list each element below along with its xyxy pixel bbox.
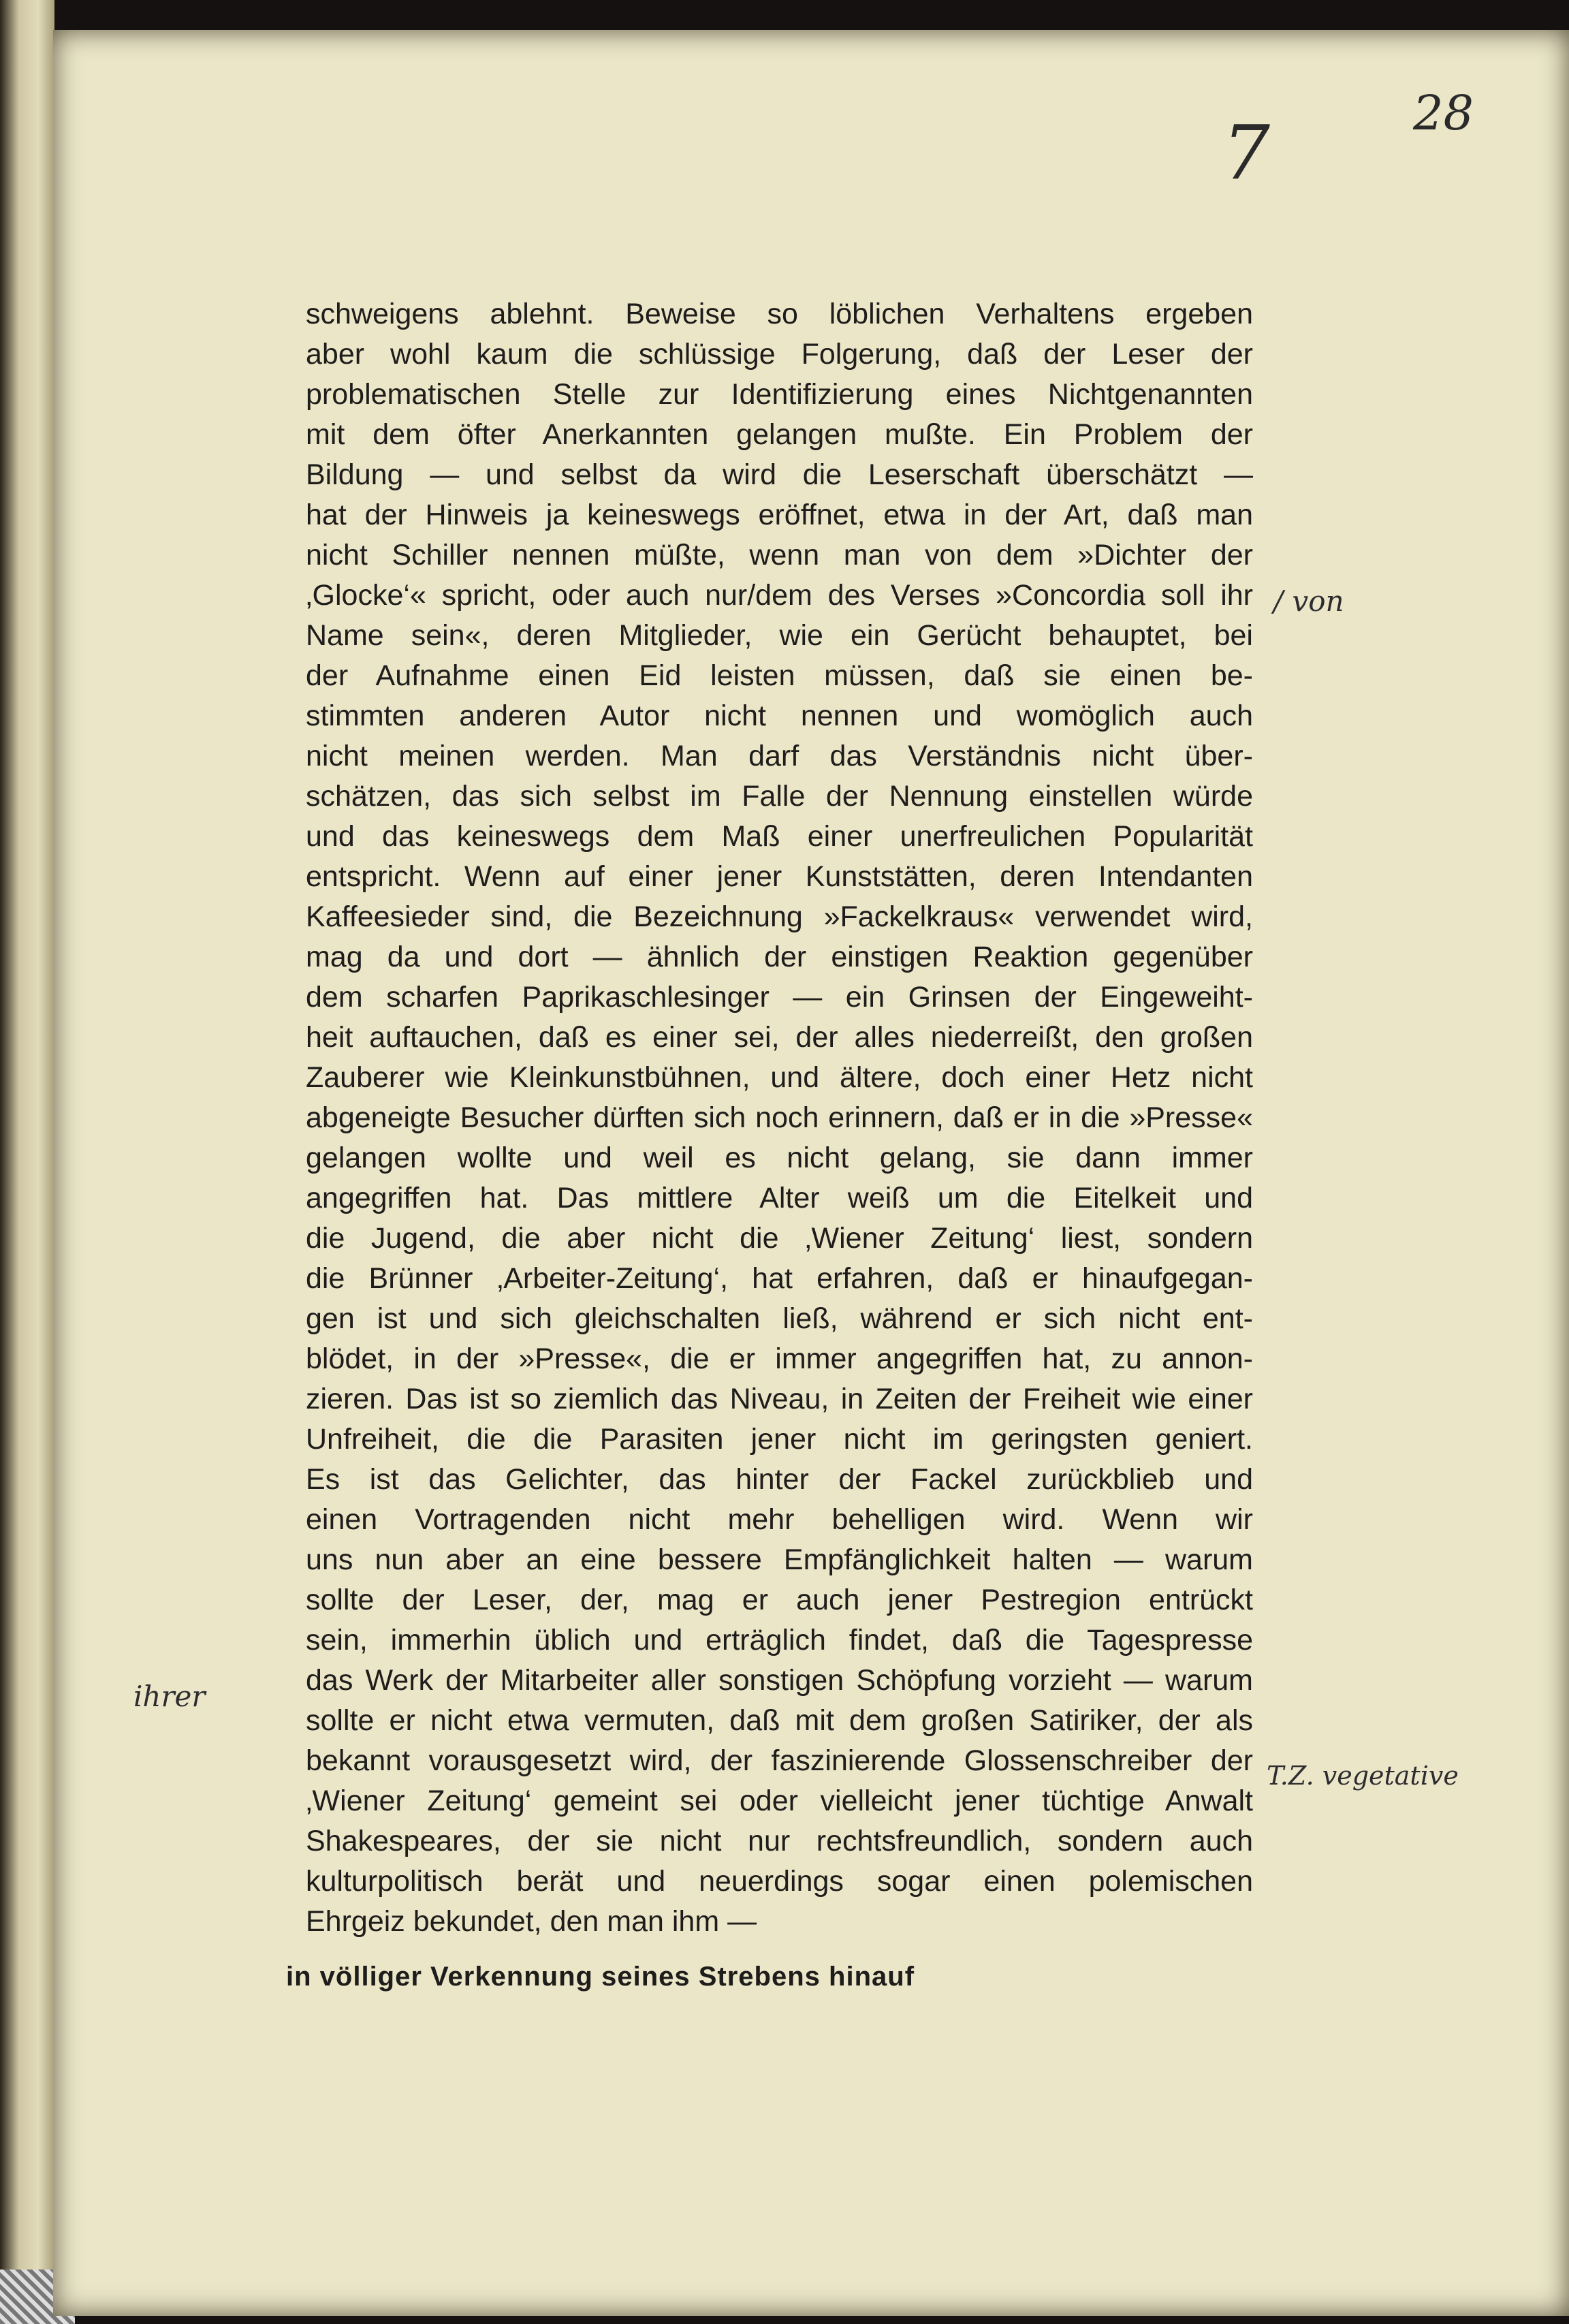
text-line: mag da und dort — ähnlich der einstigen Reaktion gegenüber — [306, 941, 1253, 973]
text-line: bekannt vorausgesetzt wird, der faszinierende Glossenschreiber der — [306, 1744, 1253, 1777]
text-line: mit dem öfter Anerkannten gelangen mußte. Ein Problem der — [306, 418, 1253, 451]
text-line: problematischen Stelle zur Identifizierung eines Nichtgenannten — [306, 378, 1253, 411]
text-line: Bildung — und selbst da wird die Leserschaft überschätzt — — [306, 458, 1253, 491]
text-line: ‚Wiener Zeitung‘ gemeint sei oder vielleicht jener tüchtige Anwalt — [306, 1785, 1253, 1817]
text-line: gen ist und sich gleichschalten ließ, während er sich nicht ent- — [306, 1302, 1253, 1335]
book-spine — [0, 0, 54, 2324]
text-line: der Aufnahme einen Eid leisten müssen, daß sie einen be- — [306, 659, 1253, 692]
body-text — [306, 294, 1253, 1942]
text-line: heit auftauchen, daß es einer sei, der alles niederreißt, den großen — [306, 1021, 1253, 1054]
text-line: und das keineswegs dem Maß einer unerfreulichen Popularität — [306, 820, 1253, 853]
text-line: die Jugend, die aber nicht die ‚Wiener Zeitung‘ liest, sondern — [306, 1222, 1253, 1255]
margin-note-right-2: T.Z. vegetative — [1267, 1761, 1459, 1791]
text-line: ‚Glocke‘« spricht, oder auch nur/dem des Verses »Concordia soll ihr — [306, 579, 1253, 612]
text-line: Shakespeares, der sie nicht nur rechtsfreundlich, sondern auch — [306, 1825, 1253, 1857]
text-line: Ehrgeiz bekundet, den man ihm — — [306, 1905, 757, 1938]
footer-line: in völliger Verkennung seines Strebens hinauf — [286, 1962, 915, 1992]
margin-note-right-1: / von — [1273, 584, 1344, 618]
text-line: Kaffeesieder sind, die Bezeichnung »Fackelkraus« verwendet wird, — [306, 900, 1253, 933]
page-number: 7 — [1222, 109, 1270, 196]
text-line: Name sein«, deren Mitglieder, wie ein Gerücht behauptet, bei — [306, 619, 1253, 652]
text-line: kulturpolitisch berät und neuerdings sogar einen polemischen — [306, 1865, 1253, 1898]
text-line: uns nun aber an eine bessere Empfänglichkeit halten — warum — [306, 1543, 1253, 1576]
text-line: abgeneigte Besucher dürften sich noch erinnern, daß er in die »Presse« — [306, 1101, 1253, 1134]
text-line: aber wohl kaum die schlüssige Folgerung, daß der Leser der — [306, 338, 1253, 371]
text-line: blödet, in der »Presse«, die er immer angegriffen hat, zu annon- — [306, 1342, 1253, 1375]
text-line: Unfreiheit, die die Parasiten jener nicht im geringsten geniert. — [306, 1423, 1253, 1456]
text-line: sollte der Leser, der, mag er auch jener Pestregion entrückt — [306, 1584, 1253, 1616]
text-line: stimmten anderen Autor nicht nennen und womöglich auch — [306, 700, 1253, 732]
text-line: nicht meinen werden. Man darf das Verständnis nicht über- — [306, 740, 1253, 772]
text-line: die Brünner ‚Arbeiter-Zeitung‘, hat erfahren, daß er hinaufgegan- — [306, 1262, 1253, 1295]
text-line: Zauberer wie Kleinkunstbühnen, und ältere, doch einer Hetz nicht — [306, 1061, 1253, 1094]
text-line: gelangen wollte und weil es nicht gelang, sie dann immer — [306, 1142, 1253, 1174]
text-line: schweigens ablehnt. Beweise so löblichen Verhaltens ergeben — [306, 298, 1253, 330]
text-line: hat der Hinweis ja keineswegs eröffnet, etwa in der Art, daß man — [306, 499, 1253, 531]
text-line: nicht Schiller nennen müßte, wenn man von dem »Dichter der — [306, 539, 1253, 571]
text-line: sollte er nicht etwa vermuten, daß mit dem großen Satiriker, der als — [306, 1704, 1253, 1737]
text-line: entspricht. Wenn auf einer jener Kunststätten, deren Intendanten — [306, 860, 1253, 893]
text-line: einen Vortragenden nicht mehr behelligen wird. Wenn wir — [306, 1503, 1253, 1536]
text-line: sein, immerhin üblich und erträglich findet, daß die Tagespresse — [306, 1624, 1253, 1656]
text-line: zieren. Das ist so ziemlich das Niveau, in Zeiten der Freiheit wie einer — [306, 1383, 1253, 1415]
text-line: angegriffen hat. Das mittlere Alter weiß um die Eitelkeit und — [306, 1182, 1253, 1214]
text-line: schätzen, das sich selbst im Falle der Nennung einstellen würde — [306, 780, 1253, 813]
text-line: dem scharfen Paprikaschlesinger — ein Grinsen der Eingeweiht- — [306, 981, 1253, 1014]
text-line: Es ist das Gelichter, das hinter der Fackel zurückblieb und — [306, 1463, 1253, 1496]
margin-note-left-1: ihrer — [133, 1680, 206, 1713]
text-line: das Werk der Mitarbeiter aller sonstigen Schöpfung vorzieht — warum — [306, 1664, 1253, 1697]
folio-number: 28 — [1413, 85, 1474, 141]
